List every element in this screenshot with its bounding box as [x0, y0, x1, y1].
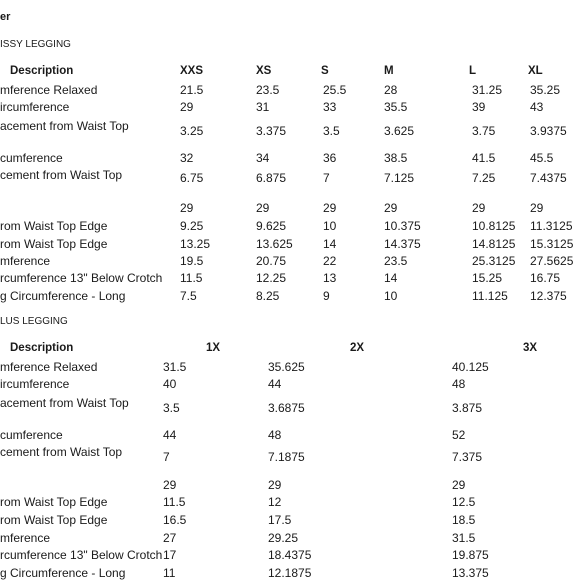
measurement-label: rom Waist Top Edge	[0, 219, 108, 233]
measurement-label: rcumference 13" Below Crotch	[0, 548, 163, 562]
measurement-value: 52	[452, 428, 466, 442]
measurement-value: 3.625	[384, 124, 415, 138]
measurement-value: 39	[472, 100, 486, 114]
measurement-value: 35.625	[268, 360, 305, 374]
measurement-value: 10.8125	[472, 219, 516, 233]
measurement-value: 12.25	[256, 271, 287, 285]
measurement-value: 29.25	[268, 531, 299, 545]
measurement-value: 48	[452, 377, 466, 391]
measurement-value: 12.375	[530, 289, 567, 303]
measurement-value: 3.75	[472, 124, 496, 138]
measurement-value: 29	[268, 478, 282, 492]
measurement-value: 7.1875	[268, 450, 305, 464]
measurement-value: 10	[323, 219, 337, 233]
measurement-value: 7.375	[452, 450, 483, 464]
measurement-value: 7	[163, 450, 170, 464]
measurement-value: 19.5	[180, 254, 204, 268]
measurement-value: 31.5	[452, 531, 476, 545]
measurement-value: 27	[163, 531, 177, 545]
measurement-value: 41.5	[472, 151, 496, 165]
measurement-value: 32	[180, 151, 194, 165]
measurement-value: 31.5	[163, 360, 187, 374]
measurement-value: 3.5	[323, 124, 340, 138]
measurement-label: mference	[0, 531, 51, 545]
measurement-value: 25.5	[323, 83, 347, 97]
measurement-value: 8.25	[256, 289, 280, 303]
measurement-label: cement from Waist Top	[0, 445, 123, 459]
size-column-header: XL	[528, 65, 543, 77]
measurement-value: 11.5	[163, 495, 186, 509]
measurement-value: 40.125	[452, 360, 489, 374]
size-column-header: 3X	[523, 342, 538, 354]
measurement-value: 43	[530, 100, 544, 114]
measurement-value: 7.5	[180, 289, 197, 303]
measurement-value: 31	[256, 100, 270, 114]
measurement-value: 7.4375	[530, 171, 567, 185]
measurement-value: 31.25	[472, 83, 503, 97]
measurement-value: 3.875	[452, 401, 483, 415]
description-column-header: Description	[10, 65, 74, 77]
measurement-value: 23.5	[384, 254, 408, 268]
measurement-value: 29	[180, 100, 194, 114]
size-column-header: L	[469, 65, 477, 77]
measurement-value: 29	[323, 201, 337, 215]
measurement-value: 6.875	[256, 171, 287, 185]
description-column-header: Description	[10, 342, 74, 354]
measurement-value: 11	[163, 566, 176, 580]
measurement-value: 34	[256, 151, 270, 165]
measurement-label: mference	[0, 254, 51, 268]
measurement-value: 9.25	[180, 219, 204, 233]
measurement-value: 18.5	[452, 513, 476, 527]
measurement-value: 12.5	[452, 495, 476, 509]
measurement-value: 14.375	[384, 237, 421, 251]
measurement-value: 12	[268, 495, 282, 509]
measurement-value: 13	[323, 271, 337, 285]
measurement-value: 22	[323, 254, 337, 268]
section-title: LUS LEGGING	[0, 316, 68, 327]
measurement-value: 15.25	[472, 271, 503, 285]
measurement-value: 48	[268, 428, 282, 442]
measurement-value: 29	[180, 201, 194, 215]
section-title: ISSY LEGGING	[0, 39, 71, 50]
measurement-value: 33	[323, 100, 337, 114]
measurement-value: 7.25	[472, 171, 496, 185]
measurement-value: 7	[323, 171, 330, 185]
measurement-value: 35.5	[384, 100, 408, 114]
measurement-label: cumference	[0, 151, 63, 165]
measurement-value: 15.3125	[530, 237, 574, 251]
measurement-value: 27.5625	[530, 254, 574, 268]
measurement-label: ircumference	[0, 100, 70, 114]
size-column-header: XXS	[180, 65, 204, 77]
measurement-label: mference Relaxed	[0, 83, 98, 97]
measurement-value: 29	[256, 201, 270, 215]
measurement-value: 35.25	[530, 83, 561, 97]
measurement-value: 3.6875	[268, 401, 305, 415]
size-column-header: 2X	[350, 342, 365, 354]
measurement-label: mference Relaxed	[0, 360, 98, 374]
measurement-value: 29	[530, 201, 544, 215]
measurement-value: 3.5	[163, 401, 180, 415]
measurement-value: 10.375	[384, 219, 421, 233]
measurement-value: 16.5	[163, 513, 187, 527]
measurement-value: 6.75	[180, 171, 204, 185]
measurement-value: 11.3125	[530, 219, 573, 233]
size-column-header: S	[321, 65, 329, 77]
size-column-header: 1X	[206, 342, 221, 354]
measurement-value: 14	[384, 271, 398, 285]
measurement-label: rom Waist Top Edge	[0, 495, 108, 509]
measurement-label: acement from Waist Top	[0, 119, 129, 133]
measurement-value: 9.625	[256, 219, 287, 233]
measurement-value: 28	[384, 83, 398, 97]
measurement-value: 21.5	[180, 83, 204, 97]
measurement-label: cumference	[0, 428, 63, 442]
document-header: er	[0, 11, 11, 23]
measurement-value: 11.125	[472, 289, 508, 303]
measurement-value: 14	[323, 237, 337, 251]
size-column-header: M	[384, 65, 394, 77]
measurement-value: 29	[472, 201, 486, 215]
measurement-value: 11.5	[180, 271, 203, 285]
size-column-header: XS	[256, 65, 272, 77]
measurement-value: 3.25	[180, 124, 204, 138]
measurement-label: rom Waist Top Edge	[0, 237, 108, 251]
measurement-value: 25.3125	[472, 254, 516, 268]
measurement-value: 45.5	[530, 151, 554, 165]
measurement-value: 36	[323, 151, 337, 165]
measurement-value: 44	[268, 377, 282, 391]
measurement-value: 14.8125	[472, 237, 516, 251]
measurement-label: g Circumference - Long	[0, 566, 126, 580]
measurement-value: 44	[163, 428, 177, 442]
measurement-value: 9	[323, 289, 330, 303]
measurement-value: 18.4375	[268, 548, 312, 562]
measurement-value: 16.75	[530, 271, 561, 285]
measurement-value: 13.375	[452, 566, 489, 580]
measurement-value: 17	[163, 548, 177, 562]
measurement-value: 17.5	[268, 513, 292, 527]
measurement-value: 29	[384, 201, 398, 215]
measurement-value: 20.75	[256, 254, 287, 268]
measurement-value: 19.875	[452, 548, 489, 562]
measurement-value: 38.5	[384, 151, 408, 165]
measurement-value: 7.125	[384, 171, 415, 185]
measurement-value: 13.625	[256, 237, 293, 251]
measurement-value: 3.9375	[530, 124, 567, 138]
measurement-label: g Circumference - Long	[0, 289, 126, 303]
measurement-value: 3.375	[256, 124, 287, 138]
measurement-label: cement from Waist Top	[0, 168, 123, 182]
measurement-value: 13.25	[180, 237, 211, 251]
measurement-label: ircumference	[0, 377, 70, 391]
measurement-value: 29	[163, 478, 177, 492]
measurement-label: rcumference 13" Below Crotch	[0, 271, 163, 285]
measurement-label: rom Waist Top Edge	[0, 513, 108, 527]
measurement-value: 12.1875	[268, 566, 312, 580]
measurement-value: 23.5	[256, 83, 280, 97]
measurement-value: 10	[384, 289, 398, 303]
measurement-value: 29	[452, 478, 466, 492]
measurement-value: 40	[163, 377, 177, 391]
measurement-label: acement from Waist Top	[0, 396, 129, 410]
